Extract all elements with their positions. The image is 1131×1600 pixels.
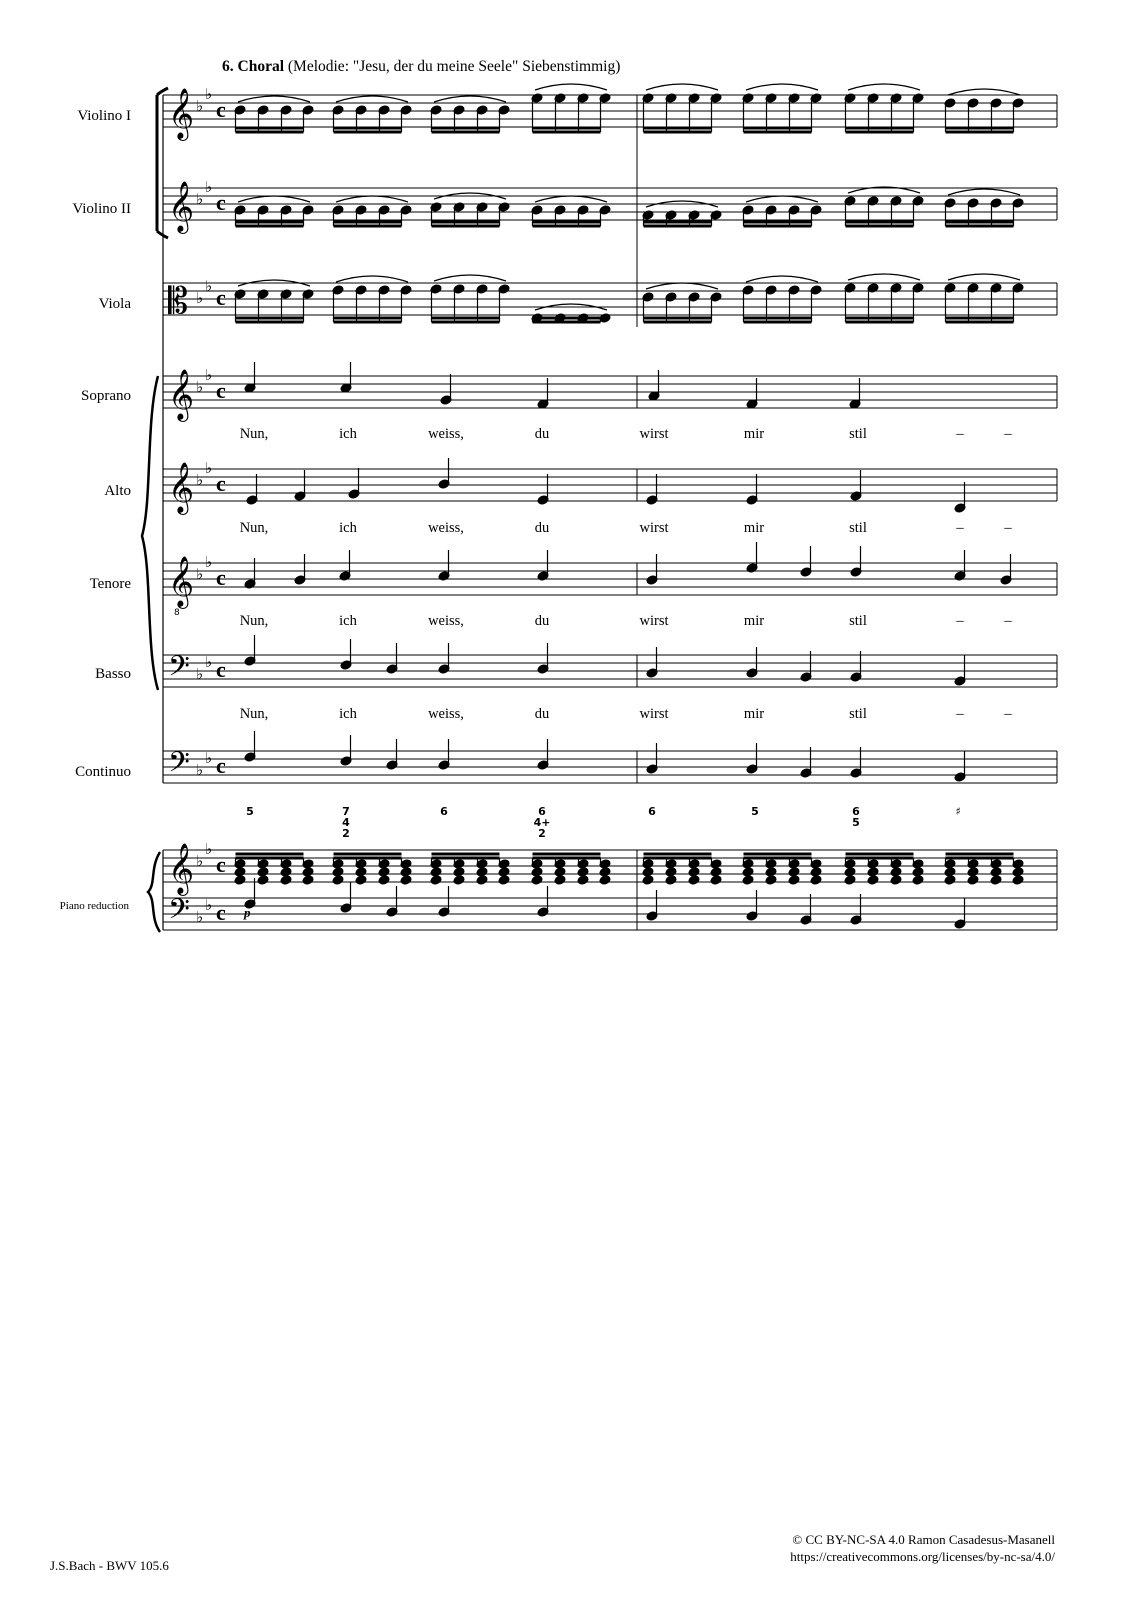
- flat-icon: ♭: [196, 190, 204, 208]
- notehead: [990, 875, 1002, 885]
- flat-icon: ♭: [205, 85, 213, 103]
- time-signature: c: [216, 285, 226, 310]
- footer-work-id: J.S.Bach - BWV 105.6: [50, 1558, 169, 1573]
- slur: [746, 196, 818, 202]
- lyric-syllable-soprano: weiss,: [428, 426, 464, 442]
- notehead: [890, 875, 902, 885]
- lyric-syllable-alto: wirst: [639, 520, 669, 536]
- notehead: [890, 867, 902, 877]
- octave-mark: 8: [174, 608, 180, 618]
- notehead: [642, 875, 654, 885]
- notehead: [710, 875, 722, 885]
- figure: [246, 806, 254, 817]
- notehead: [430, 875, 442, 885]
- figure-digit: 6: [648, 805, 656, 818]
- notehead: [498, 867, 510, 877]
- notehead: [531, 875, 543, 885]
- flat-icon: ♭: [196, 665, 204, 683]
- flat-icon: ♭: [196, 852, 204, 870]
- flat-icon: ♭: [205, 653, 213, 671]
- bass-clef-icon: 𝄢: [168, 650, 190, 690]
- time-signature: c: [216, 900, 226, 925]
- lyric-syllable-soprano: ich: [339, 426, 357, 442]
- notehead: [944, 875, 956, 885]
- figure: [534, 806, 551, 839]
- staff-label-basso: Basso: [95, 666, 131, 682]
- flat-icon: ♭: [196, 908, 204, 926]
- notehead: [765, 867, 777, 877]
- clefs: [168, 88, 194, 933]
- slur: [948, 274, 1020, 280]
- staff-label-viola: Viola: [98, 296, 131, 312]
- time-signature: c: [216, 753, 226, 778]
- slur: [238, 196, 310, 202]
- notehead: [912, 867, 924, 877]
- lyric-syllable-basso: mir: [743, 706, 765, 722]
- figure-digit: 5: [751, 805, 759, 818]
- time-signature: c: [216, 565, 226, 590]
- lyric-syllable-alto: Nun,: [239, 520, 269, 536]
- lyric-syllable-tenore: stil: [849, 613, 867, 629]
- figure: [342, 806, 350, 839]
- time-signature: c: [216, 471, 226, 496]
- lyric-syllable-tenore: wirst: [639, 613, 669, 629]
- slur: [434, 275, 506, 281]
- lyric-syllable-alto: –: [1004, 520, 1012, 536]
- slur: [746, 84, 818, 90]
- flat-icon: ♭: [205, 896, 213, 914]
- slur: [238, 96, 310, 102]
- lyric-syllable-soprano: du: [534, 426, 550, 442]
- lyric-syllable-alto: mir: [743, 520, 765, 536]
- license-text: © CC BY-NC-SA 4.0 Ramon Casadesus-Masanell: [792, 1532, 1055, 1547]
- notes: [234, 84, 1024, 929]
- slur: [535, 196, 607, 202]
- lyric-syllable-alto: ich: [339, 520, 357, 536]
- flat-icon: ♭: [205, 366, 213, 384]
- lyric-syllable-soprano: stil: [849, 426, 867, 442]
- notehead: [378, 875, 390, 885]
- lyric-syllable-soprano: mir: [743, 426, 765, 442]
- lyric-syllable-alto: du: [534, 520, 550, 536]
- figure-digit: 4: [342, 816, 350, 829]
- flat-icon: ♭: [205, 749, 213, 767]
- notehead: [599, 875, 611, 885]
- notehead: [332, 875, 344, 885]
- notehead: [280, 875, 292, 885]
- notehead: [990, 867, 1002, 877]
- figure: [440, 806, 448, 817]
- figure-digit: 6: [538, 805, 546, 818]
- movement-number: 6. Choral: [222, 58, 284, 75]
- slur: [336, 276, 408, 282]
- treble-clef-icon: 𝄞: [168, 556, 195, 607]
- notehead: [967, 867, 979, 877]
- notehead: [280, 867, 292, 877]
- notehead: [867, 875, 879, 885]
- lyric-syllable-tenore: –: [1004, 613, 1012, 629]
- lyric-syllable-basso: ich: [339, 706, 357, 722]
- notehead: [742, 875, 754, 885]
- notehead: [844, 875, 856, 885]
- notehead: [498, 875, 510, 885]
- choir-brace: [142, 376, 158, 690]
- notehead: [400, 875, 412, 885]
- piano-brace: [148, 852, 160, 932]
- notehead: [234, 875, 246, 885]
- time-signature: c: [216, 852, 226, 877]
- movement-subtitle: (Melodie: "Jesu, der du meine Seele" Siebenstimmig): [287, 58, 621, 75]
- notehead: [1012, 867, 1024, 877]
- staff-label-violino-2: Violino II: [72, 201, 131, 217]
- lyric-syllable-basso: stil: [849, 706, 867, 722]
- key-signatures: [196, 85, 212, 926]
- time-signatures: [216, 97, 226, 925]
- time-signature: c: [216, 657, 226, 682]
- notehead: [355, 867, 367, 877]
- notehead: [400, 867, 412, 877]
- flat-icon: ♭: [205, 553, 213, 571]
- time-signature: c: [216, 97, 226, 122]
- figure: [648, 806, 656, 817]
- lyric-syllable-tenore: du: [534, 613, 550, 629]
- notehead: [430, 867, 442, 877]
- staff-lines: [163, 95, 1057, 930]
- notehead: [912, 875, 924, 885]
- notehead: [577, 867, 589, 877]
- figure-digit: 7: [342, 805, 350, 818]
- flat-icon: ♭: [205, 277, 213, 295]
- staff-label-soprano: Soprano: [81, 388, 131, 404]
- slur: [848, 84, 920, 90]
- figure-digit: 2: [342, 827, 350, 840]
- lyric-syllable-soprano: –: [1004, 426, 1012, 442]
- notehead: [257, 875, 269, 885]
- flat-icon: ♭: [205, 459, 213, 477]
- notehead: [688, 867, 700, 877]
- figure: [852, 806, 860, 828]
- notehead: [554, 867, 566, 877]
- time-signature: c: [216, 190, 226, 215]
- lyric-syllable-basso: Nun,: [239, 706, 269, 722]
- notehead: [810, 875, 822, 885]
- flat-icon: ♭: [196, 289, 204, 307]
- flat-icon: ♭: [205, 178, 213, 196]
- flat-icon: ♭: [196, 565, 204, 583]
- staff-label-alto: Alto: [104, 483, 131, 499]
- barlines: [157, 88, 1057, 930]
- notehead: [302, 867, 314, 877]
- flat-icon: ♭: [205, 840, 213, 858]
- notehead: [453, 867, 465, 877]
- notehead: [967, 875, 979, 885]
- notehead: [599, 867, 611, 877]
- figure-digit: 5: [246, 805, 254, 818]
- staff-label-tenore: Tenore: [89, 576, 131, 592]
- notehead: [944, 867, 956, 877]
- notehead: [257, 867, 269, 877]
- lyric-syllable-basso: weiss,: [428, 706, 464, 722]
- notehead: [810, 867, 822, 877]
- braces: [142, 376, 160, 932]
- notehead: [378, 867, 390, 877]
- notehead: [665, 875, 677, 885]
- time-signature: c: [216, 378, 226, 403]
- flat-icon: ♭: [196, 378, 204, 396]
- treble-clef-icon: 𝄞: [168, 181, 195, 232]
- license-url: https://creativecommons.org/licenses/by-nc-sa/4.0/: [790, 1549, 1055, 1564]
- treble-clef-icon: 𝄞: [168, 843, 195, 894]
- notehead: [788, 875, 800, 885]
- lyric-syllable-alto: weiss,: [428, 520, 464, 536]
- slur: [948, 89, 1020, 95]
- notehead: [355, 875, 367, 885]
- figure-digit: 6: [852, 805, 860, 818]
- lyric-syllable-tenore: mir: [743, 613, 765, 629]
- notehead: [867, 867, 879, 877]
- notehead: [531, 867, 543, 877]
- flat-icon: ♭: [196, 471, 204, 489]
- lyric-syllable-tenore: –: [956, 613, 964, 629]
- lyric-syllable-basso: –: [1004, 706, 1012, 722]
- lyric-syllable-soprano: wirst: [639, 426, 669, 442]
- notehead: [742, 867, 754, 877]
- notehead: [1012, 875, 1024, 885]
- slur: [848, 274, 920, 280]
- lyric-syllable-soprano: Nun,: [239, 426, 269, 442]
- staff-label-continuo: Continuo: [75, 764, 131, 780]
- treble-clef-icon: 𝄞: [168, 462, 195, 513]
- slur: [336, 96, 408, 102]
- lyric-syllable-alto: stil: [849, 520, 867, 536]
- notehead: [665, 867, 677, 877]
- notehead: [332, 867, 344, 877]
- slur: [746, 276, 818, 282]
- notehead: [788, 867, 800, 877]
- treble-clef-icon: 𝄞: [168, 369, 195, 420]
- slur: [948, 189, 1020, 195]
- staff-label-piano-reduction: Piano reduction: [59, 900, 129, 912]
- figure: [955, 806, 960, 817]
- notehead: [844, 867, 856, 877]
- treble-clef-icon: 𝄞: [168, 88, 195, 139]
- notehead: [642, 867, 654, 877]
- flat-icon: ♭: [196, 97, 204, 115]
- staff-label-violino-1: Violino I: [77, 108, 131, 124]
- notehead: [765, 875, 777, 885]
- bass-clef-icon: 𝄢: [168, 746, 190, 786]
- notehead: [476, 875, 488, 885]
- lyric-syllable-basso: –: [956, 706, 964, 722]
- notehead: [234, 867, 246, 877]
- figure: [751, 806, 759, 817]
- dynamic-piano: p: [244, 905, 251, 920]
- notehead: [577, 875, 589, 885]
- lyric-syllable-tenore: ich: [339, 613, 357, 629]
- slur: [646, 283, 718, 289]
- notehead: [710, 867, 722, 877]
- notehead: [302, 875, 314, 885]
- lyric-syllable-basso: wirst: [639, 706, 669, 722]
- notehead: [688, 875, 700, 885]
- figure-digit: 5: [852, 816, 860, 829]
- lyric-syllable-alto: –: [956, 520, 964, 536]
- figure-digit: 4+: [533, 816, 551, 829]
- figure-digit: 2: [538, 827, 546, 840]
- notehead: [554, 875, 566, 885]
- figure-digit: ♯: [955, 805, 961, 818]
- slur: [434, 96, 506, 102]
- bass-clef-icon: 𝄢: [168, 893, 190, 933]
- lyric-syllable-tenore: weiss,: [428, 613, 464, 629]
- lyric-syllable-tenore: Nun,: [239, 613, 269, 629]
- lyric-syllable-soprano: –: [956, 426, 964, 442]
- flat-icon: ♭: [196, 761, 204, 779]
- lyric-syllable-basso: du: [534, 706, 550, 722]
- slur: [646, 84, 718, 90]
- notehead: [453, 875, 465, 885]
- slur: [336, 196, 408, 202]
- notehead: [476, 867, 488, 877]
- slur: [535, 84, 607, 90]
- footer-license: [790, 1531, 1055, 1565]
- alto-clef-icon: 𝄡: [168, 281, 189, 322]
- figure-digit: 6: [440, 805, 448, 818]
